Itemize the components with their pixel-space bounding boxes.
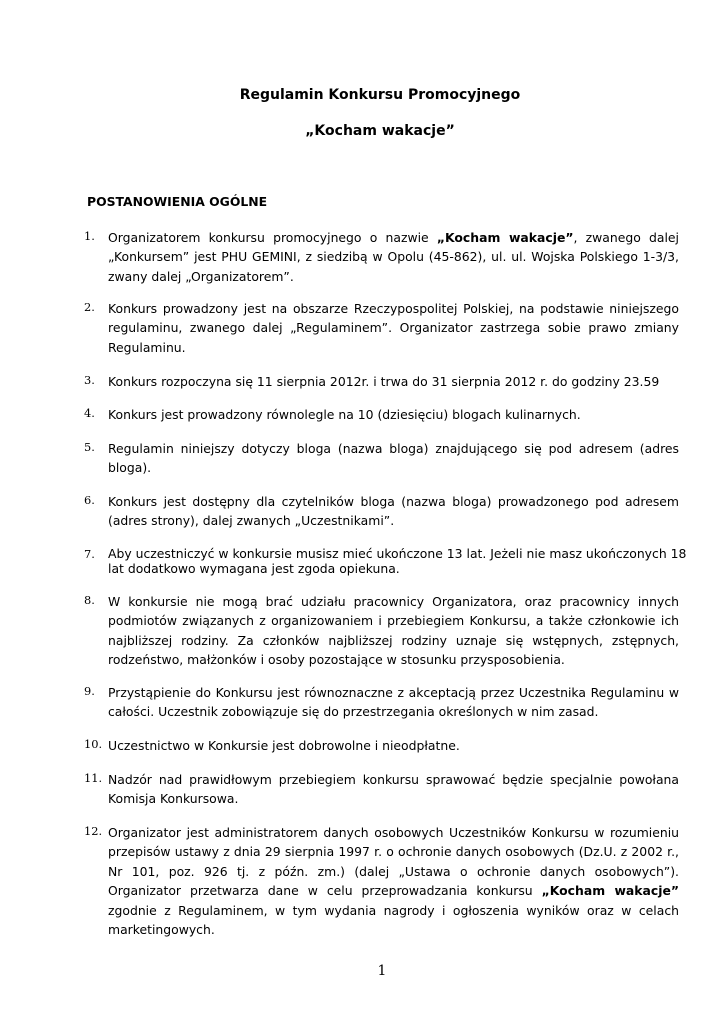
item-text: Organizator jest administratorem danych osobowych Uczestników Konkursu w rozumieniu przepisów ustawy z dnia 29 sierpnia 1997 r. o ochronie danych osobowych (Dz.U. z 2002 r., Nr 101, poz. 926 tj. z późn. zm.) (dalej „Ustawa o ochronie danych osobowych”). Organizator przetwarza dane w celu przeprowadzania konkursu „Kocham wakacje” zgodnie z Regulaminem, w tym wydania nagrody i ogłoszenia wyników oraz w celach marketingowych. (108, 825, 679, 938)
contest-name: „Kocham wakacje” (541, 883, 679, 899)
item-number: 2. (84, 300, 95, 314)
item-text: Organizatorem konkursu promocyjnego o nazwie „Kocham wakacje”, zwanego dalej „Konkursem” jest PHU GEMINI, z siedzibą w Opolu (45-862), ul. ul. Wojska Polskiego 1-3/3, zwany dalej „Organizatorem”. (108, 230, 680, 284)
item-text: Przystąpienie do Konkursu jest równoznaczne z akceptacją przez Uczestnika Regulaminu w całości. Uczestnik zobowiązuje się do przestrzegania określonych w nim zasad. (108, 685, 679, 720)
item-text: Konkurs jest dostępny dla czytelników bloga (nazwa bloga) prowadzonego pod adresem (adres strony), dalej zwanych „Uczestnikami”. (108, 494, 679, 529)
section-heading: POSTANOWIENIA OGÓLNE (87, 194, 268, 209)
item-number: 11. (84, 771, 103, 785)
item-number: 8. (84, 593, 95, 607)
item-text: Uczestnictwo w Konkursie jest dobrowolne i nieodpłatne. (108, 738, 460, 753)
item-number: 10. (84, 737, 103, 751)
item-number: 5. (84, 440, 95, 454)
item-number: 6. (84, 493, 95, 507)
item-text: W konkursie nie mogą brać udziału pracownicy Organizatora, oraz pracownicy innych podmiotów związanych z organizowaniem i przebiegiem Konkursu, a także członkowie ich najbliższej rodziny. Za członków najbliższej rodziny uznaje się wstępnych, zstępnych, rodzeństwo, małżonków i osoby pozostające w stosunku przysposobienia. (108, 594, 679, 668)
document-subtitle: „Kocham wakacje” (305, 123, 455, 139)
item-number: 3. (84, 373, 95, 387)
item-number: 4. (84, 406, 95, 420)
document-title: Regulamin Konkursu Promocyjnego (239, 87, 521, 103)
item-text: Konkurs jest prowadzony równolegle na 10 (dziesięciu) blogach kulinarnych. (108, 407, 581, 422)
item-text: Konkurs prowadzony jest na obszarze Rzeczypospolitej Polskiej, na podstawie niniejszego regulaminu, zwanego dalej „Regulaminem”. Organizator zastrzega sobie prawo zmiany Regulaminu. (108, 301, 679, 355)
item-text: Konkurs rozpoczyna się 11 sierpnia 2012r. i trwa do 31 sierpnia 2012 r. do godziny 23.59 (108, 374, 660, 389)
item-number: 9. (84, 684, 95, 698)
item-text: Aby uczestniczyć w konkursie musisz mieć ukończone 13 lat. Jeżeli nie masz ukończonych 18 lat dodatkowo wymagana jest zgoda opiekuna. (108, 546, 687, 576)
page-number: 1 (377, 963, 387, 979)
item-number: 1. (84, 229, 95, 243)
item-text: Regulamin niniejszy dotyczy bloga (nazwa bloga) znajdującego się pod adresem (adres bloga). (108, 441, 679, 476)
item-number: 12. (84, 824, 103, 838)
contest-name: „Kocham wakacje” (436, 230, 574, 245)
item-number: 7. (84, 547, 95, 561)
item-text: Nadzór nad prawidłowym przebiegiem konkursu sprawować będzie specjalnie powołana Komisja Konkursowa. (108, 772, 679, 807)
